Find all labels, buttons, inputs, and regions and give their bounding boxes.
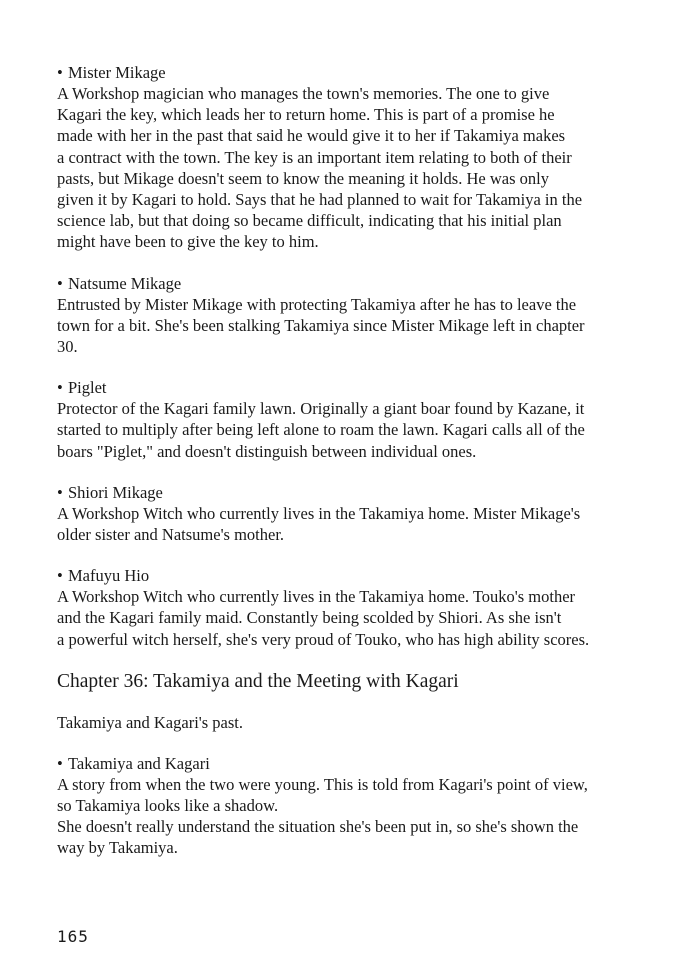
document-page [57,62,657,879]
entry [57,62,657,253]
entry-description-line: A Workshop Witch who currently lives in the Takamiya home. Touko's mother [57,587,576,607]
entry-name [57,565,657,586]
entry-description-line: started to multiply after being left alone to roam the lawn. Kagari calls all of the [57,420,585,440]
entry-name [57,753,657,774]
chapter-entries [57,753,657,859]
entry-description-line: A story from when the two were young. This is told from Kagari's point of view, [57,774,588,794]
entry-description-line: pasts, but Mikage doesn't seem to know the meaning it holds. He was only [57,168,549,188]
entry-description-line: 30. [57,337,78,357]
entry-description-line: a contract with the town. The key is an important item relating to both of their [57,147,572,167]
entry-description-line: She doesn't really understand the situation she's been put in, so she's shown the [57,817,579,837]
entry-description-line: Protector of the Kagari family lawn. Originally a giant boar found by Kazane, it [57,399,585,419]
entry-name-text: Mister Mikage [68,63,166,82]
entry-description-line: might have been to give the key to him. [57,232,319,252]
entry-name [57,482,657,503]
bullet-icon: • [57,378,63,398]
entry [57,482,657,545]
bullet-icon: • [57,753,63,773]
page-number: 165 [57,927,89,946]
entry-description-line: made with her in the past that said he would give it to her if Takamiya makes [57,126,566,146]
entry-name [57,62,657,83]
entry-description-line: boars "Piglet," and doesn't distinguish between individual ones. [57,441,477,461]
entry-description-line: A Workshop Witch who currently lives in the Takamiya home. Mister Mikage's [57,503,581,523]
chapter-intro: Takamiya and Kagari's past. [57,712,244,732]
entry-description-line: a powerful witch herself, she's very proud of Touko, who has high ability scores. [57,629,590,649]
bullet-icon: • [57,566,63,586]
entry-name-text: Natsume Mikage [68,273,182,293]
entry-name-text: Shiori Mikage [68,482,163,502]
entry-description-line: and the Kagari family maid. Constantly being scolded by Shiori. As she isn't [57,608,562,628]
entry [57,753,657,859]
entry-description-line: Entrusted by Mister Mikage with protecting Takamiya after he has to leave the [57,294,577,314]
entry-name-text: Piglet [68,378,107,398]
bullet-icon: • [57,273,63,293]
entry-description-line: so Takamiya looks like a shadow. [57,796,279,816]
entry-name-text: Takamiya and Kagari [68,753,210,773]
entry-description-line: older sister and Natsume's mother. [57,525,285,545]
entry [57,273,657,358]
chapter-heading: Chapter 36: Takamiya and the Meeting with Kagari [57,670,459,692]
entry-description-line: given it by Kagari to hold. Says that he had planned to wait for Takamiya in the [57,190,583,210]
entry-name [57,377,657,398]
entry-name [57,273,657,294]
entry-description-line: way by Takamiya. [57,838,178,858]
entry [57,377,657,462]
bullet-icon: • [57,63,63,82]
entry-description-line: science lab, but that doing so became difficult, indicating that his initial plan [57,211,562,231]
entry-description-line: Kagari the key, which leads her to return home. This is part of a promise he [57,105,555,125]
entry [57,565,657,650]
bullet-icon: • [57,482,63,502]
entry-description-line: town for a bit. She's been stalking Takamiya since Mister Mikage left in chapter [57,315,585,335]
entry-description-line: A Workshop magician who manages the town's memories. The one to give [57,84,550,103]
character-entries [57,62,657,650]
entry-name-text: Mafuyu Hio [68,566,150,586]
